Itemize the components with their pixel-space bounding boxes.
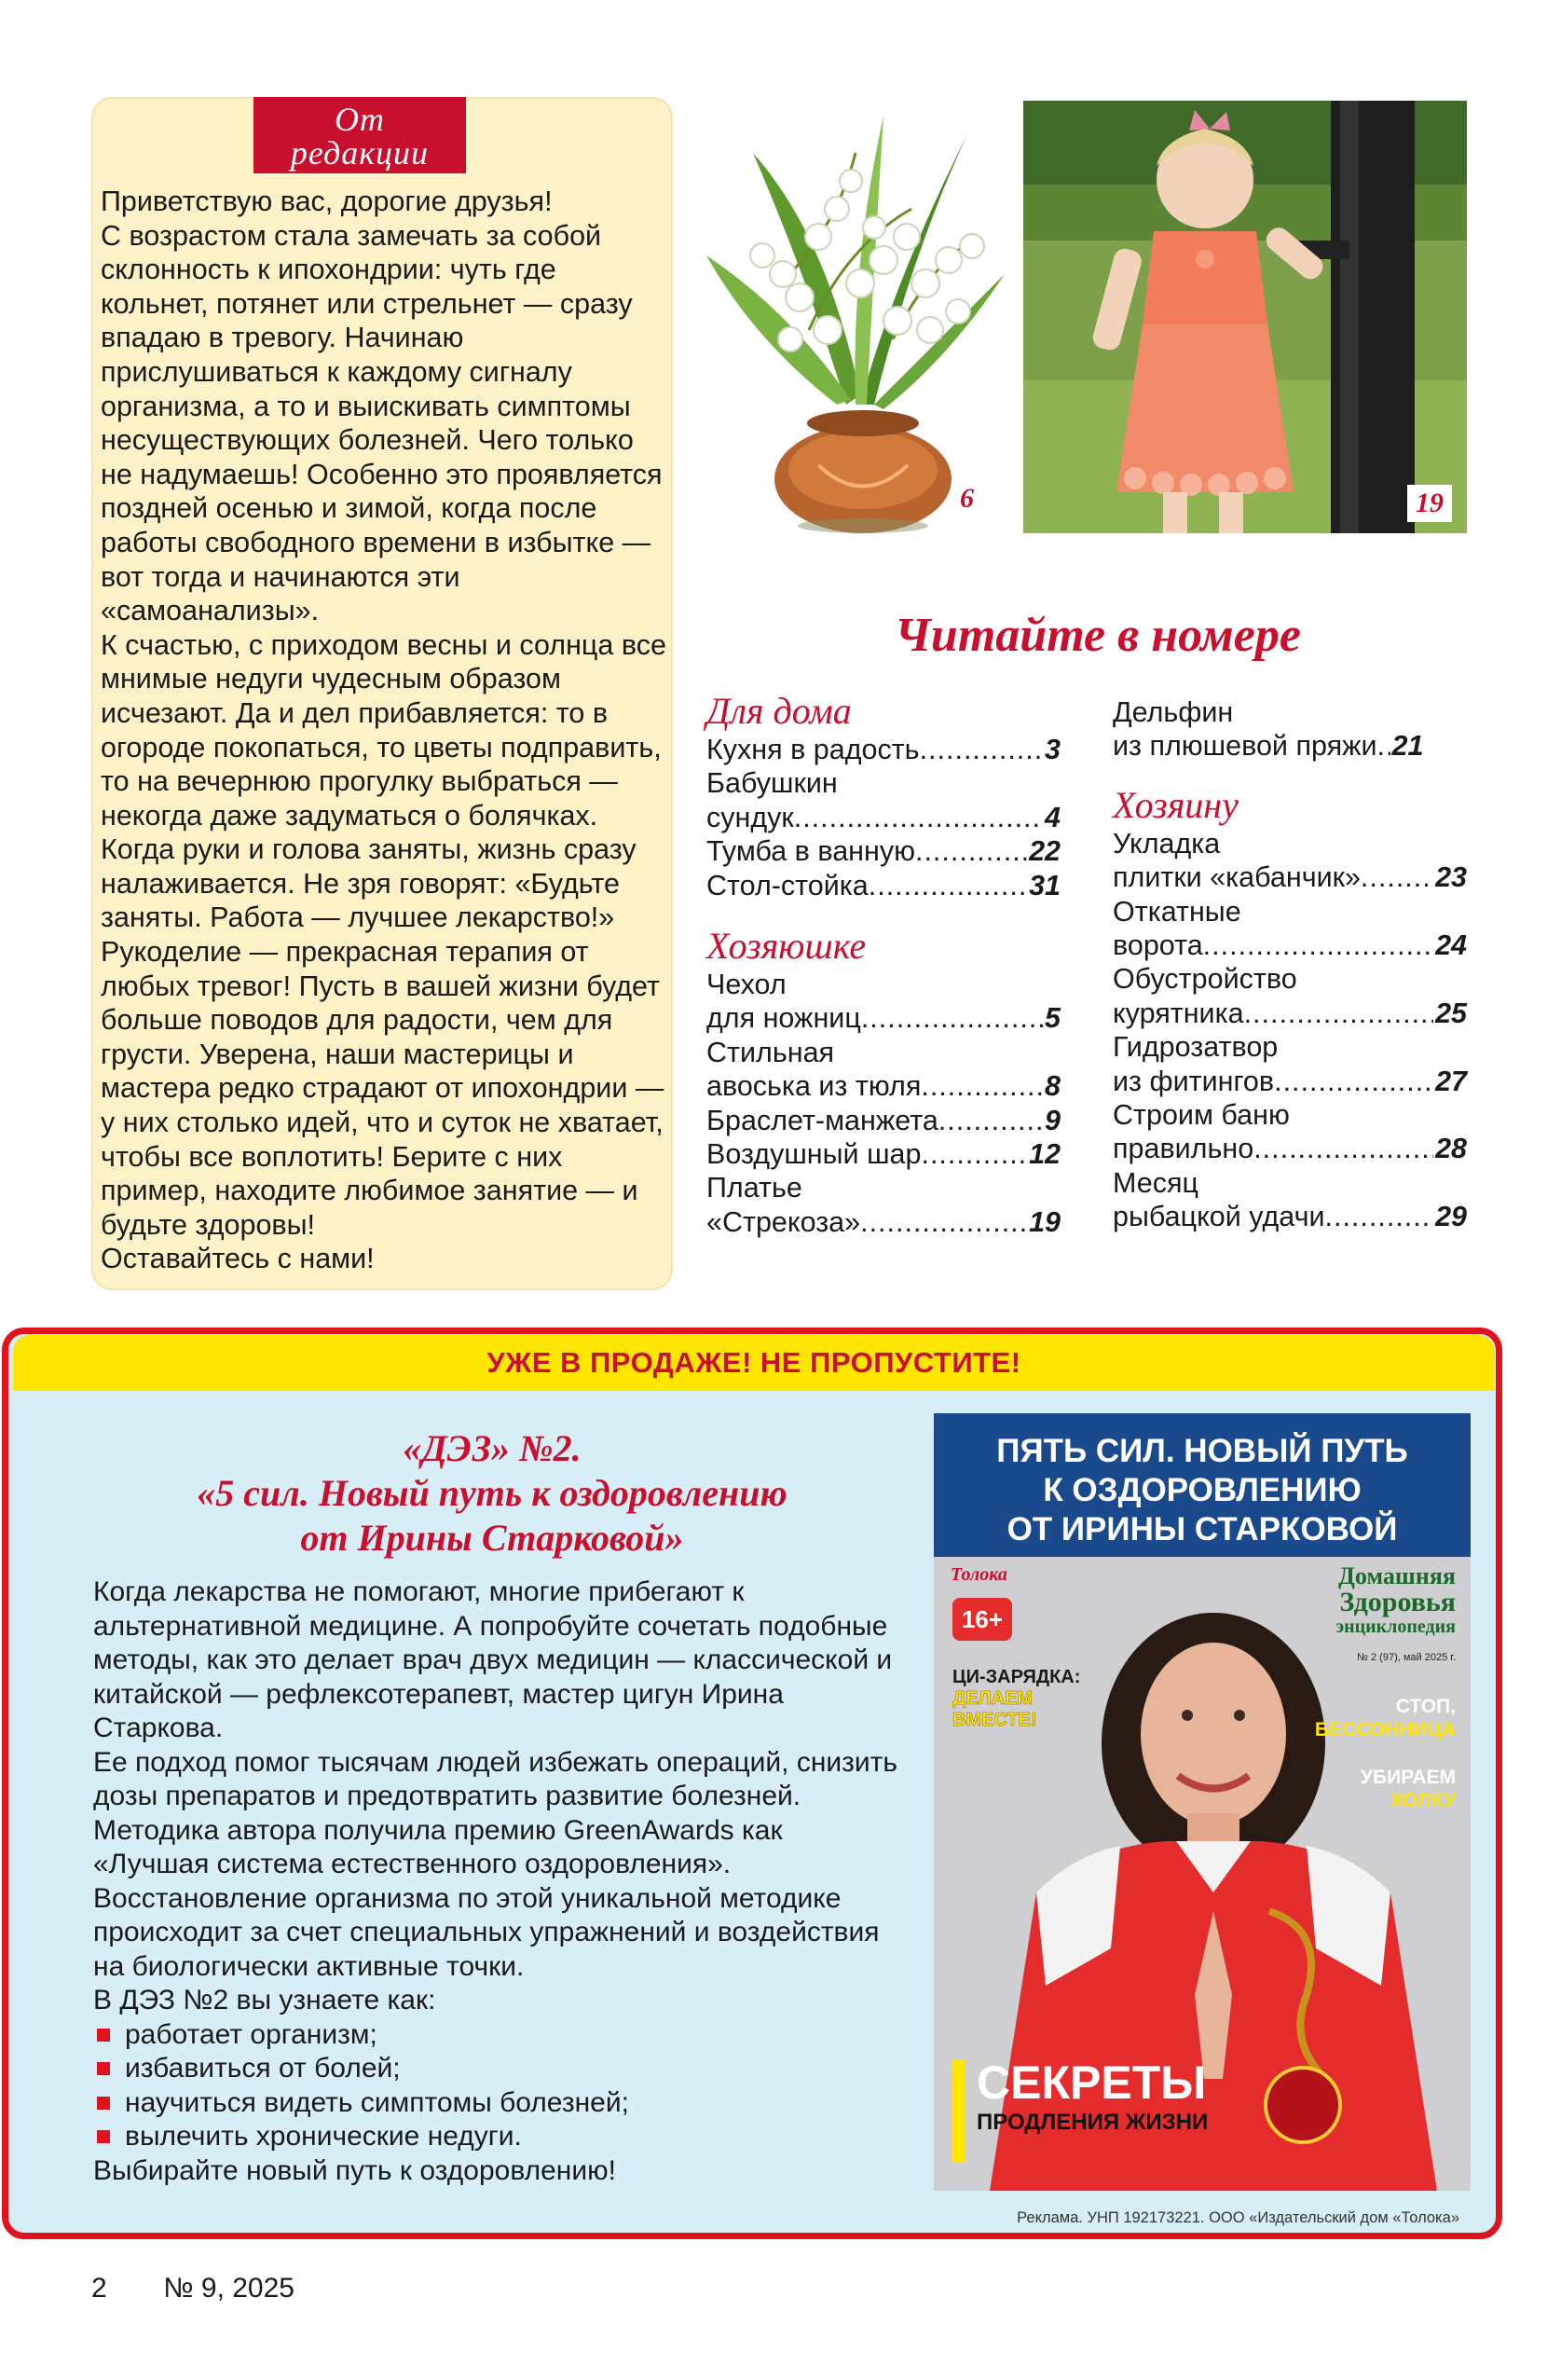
contents-item-line: Бабушкин bbox=[706, 767, 838, 800]
contents-column-2 bbox=[1113, 695, 1467, 1234]
page-number: 2 bbox=[91, 2273, 107, 2304]
contents-item[interactable] bbox=[706, 1137, 1061, 1171]
editorial-badge bbox=[253, 97, 466, 173]
cover-teaser-bottom-small: ПРОДЛЕНИЯ ЖИЗНИ bbox=[977, 2110, 1209, 2135]
contents-item-page: 31 bbox=[1029, 869, 1061, 901]
contents-item-page: 19 bbox=[1029, 1205, 1061, 1238]
contents-item-title: Кухня в радость bbox=[706, 734, 920, 765]
contents-item[interactable] bbox=[706, 869, 1061, 902]
editorial-paragraph: К счастью, с приходом весны и солнца все мнимые недуги чудесным образом исчезают. Да и дел прибавляется: то в огороде покопаться, то цветы подправить, то на вечернюю прогулку выбраться — некогда даже задуматься о болячках. Когда руки и голова заняты, жизнь сразу налаживается. Не зря говорят: «Будьте заняты. Работа — лучшее лекарство!» Рукоделие — прекрасная терапия от любых тревог! Пусть в вашей жизни будет больше поводов для радости, чем для грусти. Уверена, наши мастерицы и мастера редко страдают от ипохондрии — у них столько идей, что и суток не хватает, чтобы все воплотить! Берите с них пример, находите любимое занятие — и будьте здоровы! bbox=[101, 628, 666, 1241]
contents-item[interactable] bbox=[706, 733, 1061, 766]
cover-headline-line: ОТ ИРИНЫ СТАРКОВОЙ bbox=[1006, 1511, 1398, 1548]
contents-item[interactable] bbox=[706, 1001, 1061, 1035]
contents-item-title: Стол-стойка bbox=[706, 869, 869, 901]
contents-item-title: курятника bbox=[1113, 997, 1244, 1029]
contents-item-page: 29 bbox=[1435, 1201, 1467, 1233]
contents-item-title: рыбацкой удачи bbox=[1113, 1201, 1325, 1233]
cover-teaser-right-2a: УБИРАЕМ bbox=[1360, 1767, 1456, 1788]
section-heading: Хозяину bbox=[1113, 783, 1239, 826]
girl-page-tag bbox=[1407, 485, 1452, 522]
cover-teaser-bottom-big: СЕКРЕТЫ bbox=[977, 2057, 1207, 2109]
ad-footnote: Реклама. УНП 192173221. ООО «Издательский дом «Толока» bbox=[1017, 2209, 1459, 2226]
ad-banner: УЖЕ В ПРОДАЖЕ! НЕ ПРОПУСТИТЕ! bbox=[13, 1335, 1495, 1391]
girl-page-number: 19 bbox=[1416, 488, 1444, 518]
contents-item[interactable] bbox=[1113, 729, 1467, 763]
editorial-paragraph: С возрастом стала замечать за собой склонность к ипохондрии: чуть где кольнет, потянет или стрельнет — сразу впадаю в тревогу. Начинаю прислушиваться к каждому сигналу организма, а то и выискивать симптомы несуществующих болезней. Чего только не надумаешь! Особенно это проявляется поздней осенью и зимой, когда после работы свободного времени в избытке — вот тогда и начинаются эти «самоанализы». bbox=[101, 219, 663, 627]
contents-column-1 bbox=[706, 690, 1061, 1239]
contents-item-title: Тумба в ванную bbox=[706, 835, 915, 868]
contents-item-line: Стильная bbox=[706, 1036, 835, 1068]
editorial-paragraph: Приветствую вас, дорогие друзья! bbox=[101, 186, 553, 217]
contents-item[interactable] bbox=[706, 834, 1061, 868]
ad-bullet: научиться видеть симптомы болезней; bbox=[93, 2086, 904, 2121]
cover-teaser-right-2b: ХОЛКУ bbox=[1390, 1790, 1456, 1811]
section-heading: Для дома bbox=[706, 690, 852, 732]
ad-title bbox=[91, 1426, 893, 1561]
cover-age-badge: 16+ bbox=[952, 1598, 1012, 1641]
contents-item-page: 22 bbox=[1029, 835, 1061, 868]
contents-item-title: правильно bbox=[1113, 1133, 1254, 1165]
contents-item-page: 9 bbox=[1045, 1104, 1061, 1136]
editorial-text bbox=[101, 185, 669, 1276]
ad-text bbox=[93, 1575, 904, 2188]
ad-title-line: «5 сил. Новый путь к оздоровлению bbox=[197, 1472, 787, 1514]
contents-item[interactable] bbox=[1113, 1065, 1467, 1098]
magazine-cover bbox=[934, 1413, 1471, 2191]
cover-teaser-left bbox=[952, 1667, 1080, 1731]
contents-item-line: Укладка bbox=[1113, 827, 1221, 860]
contents-item-line: Строим баню bbox=[1113, 1099, 1290, 1132]
editorial-badge-line2: редакции bbox=[290, 134, 430, 172]
contents-item-title: плитки «кабанчик» bbox=[1113, 861, 1361, 894]
contents-item-page: 5 bbox=[1045, 1002, 1061, 1035]
contents-item-line: Обустройство bbox=[1113, 963, 1297, 996]
cover-teaser-bottom bbox=[977, 2057, 1208, 2137]
ad-paragraph: В ДЭЗ №2 вы узнаете как: bbox=[93, 1985, 436, 2015]
girl-dress-photo bbox=[1023, 101, 1467, 533]
contents-item[interactable] bbox=[1113, 1132, 1467, 1165]
contents-item-page: 21 bbox=[1391, 730, 1424, 763]
lily-bouquet-image bbox=[697, 97, 1014, 535]
lily-bouquet-drawing bbox=[697, 97, 1014, 535]
ad-title-line: от Ирины Старковой» bbox=[300, 1517, 684, 1559]
issue-number: № 9, 2025 bbox=[163, 2273, 294, 2304]
cover-publisher-logo: Толока bbox=[951, 1564, 1007, 1585]
editorial-badge-line1: От bbox=[335, 101, 385, 138]
contents-item-line: Месяц bbox=[1113, 1166, 1198, 1199]
editorial-paragraph: Оставайтесь с нами! bbox=[101, 1243, 375, 1275]
cover-masthead-line3: энциклопедия bbox=[1335, 1616, 1456, 1637]
contents-item-title: Браслет-манжета bbox=[706, 1104, 938, 1136]
contents-item-line: Откатные bbox=[1113, 895, 1241, 928]
page-footer bbox=[91, 2273, 294, 2304]
contents-item-title: ворота bbox=[1113, 929, 1203, 962]
contents-item-line: Дельфин bbox=[1113, 696, 1234, 728]
contents-item-line: Чехол bbox=[706, 969, 787, 1001]
ad-closing: Выбирайте новый путь к оздоровлению! bbox=[93, 2154, 616, 2186]
cover-teaser-right-1b: БЕССОННИЦА bbox=[1314, 1719, 1456, 1740]
cover-accent-bar bbox=[952, 2060, 965, 2163]
girl-dress-drawing bbox=[1023, 101, 1467, 533]
contents-item-page: 23 bbox=[1435, 861, 1467, 894]
ad-paragraph: Ее подход помог тысячам людей избежать операций, снизить дозы препаратов и предотвратить развитие болезней. Методика автора получила премию GreenAwards как «Лучшая система естественного оздоровления». Восстановление организма по этой уникальной методике происходит за счет специальных упражнений и воздействия на биологически активные точки. bbox=[93, 1746, 898, 1982]
cover-masthead-line2: Здоровья bbox=[1339, 1587, 1456, 1617]
cover-headline bbox=[934, 1413, 1471, 1557]
cover-masthead-line1: Домашняя bbox=[1338, 1562, 1456, 1589]
contents-item-page: 25 bbox=[1435, 997, 1467, 1029]
contents-item-title: из плюшевой пряжи bbox=[1113, 730, 1377, 763]
ad-bullet: вылечить хронические недуги. bbox=[93, 2120, 904, 2154]
contents-item-title: для ножниц bbox=[706, 1002, 861, 1035]
ad-paragraph: Когда лекарства не помогают, многие прибегают к альтернативной медицине. А попробуйте сочетать подобные методы, как это делает врач двух медицин — классической и китайской — рефлексотерапевт, мастер цигун Ирина Старкова. bbox=[93, 1576, 893, 1743]
contents-item[interactable] bbox=[706, 801, 1061, 834]
cover-issue-info: № 2 (97), май 2025 г. bbox=[1357, 1652, 1456, 1663]
ad-bullet: работает организм; bbox=[93, 2018, 904, 2053]
contents-title: Читайте в номере bbox=[895, 609, 1301, 662]
contents-item-title: авоська из тюля bbox=[706, 1070, 922, 1103]
contents-item-page: 12 bbox=[1029, 1138, 1061, 1171]
contents-item[interactable] bbox=[1113, 929, 1467, 962]
cover-teaser-left-head: ЦИ-ЗАРЯДКА: bbox=[952, 1667, 1081, 1687]
contents-item[interactable] bbox=[706, 1205, 1061, 1239]
flower-page-number: 6 bbox=[960, 483, 974, 514]
ad-bullet-list bbox=[93, 2018, 904, 2154]
contents-item-line: Платье bbox=[706, 1172, 802, 1204]
cover-dragon-emblem bbox=[1264, 2066, 1342, 2144]
contents-item-page: 28 bbox=[1435, 1133, 1467, 1165]
cover-headline-line: К ОЗДОРОВЛЕНИЮ bbox=[1043, 1472, 1362, 1508]
ad-title-line: «ДЭЗ» №2. bbox=[403, 1427, 582, 1469]
contents-item-page: 3 bbox=[1045, 734, 1061, 765]
contents-item[interactable] bbox=[706, 1069, 1061, 1103]
cover-teaser-left-sub2: ВМЕСТЕ! bbox=[952, 1710, 1037, 1730]
contents-item[interactable] bbox=[1113, 997, 1467, 1030]
cover-masthead bbox=[1204, 1564, 1456, 1637]
cover-teaser-left-sub1: ДЕЛАЕМ bbox=[952, 1688, 1034, 1709]
cover-teaser-right-2 bbox=[1288, 1766, 1456, 1812]
contents-item-page: 27 bbox=[1435, 1065, 1467, 1097]
contents-item[interactable] bbox=[1113, 1200, 1467, 1233]
cover-headline-line: ПЯТЬ СИЛ. НОВЫЙ ПУТЬ bbox=[996, 1433, 1408, 1469]
contents-item-title: Воздушный шар bbox=[706, 1138, 922, 1171]
contents-item-page: 4 bbox=[1045, 801, 1061, 833]
contents-item-title: из фитингов bbox=[1113, 1065, 1275, 1097]
section-heading: Хозяюшке bbox=[706, 925, 867, 968]
contents-item[interactable] bbox=[706, 1104, 1061, 1137]
contents-item-title: сундук bbox=[706, 801, 794, 833]
cover-teaser-right-1a: СТОП, bbox=[1395, 1696, 1456, 1717]
contents-item-title: «Стрекоза» bbox=[706, 1205, 861, 1238]
ad-bullet: избавиться от болей; bbox=[93, 2052, 904, 2086]
cover-teaser-right-1 bbox=[1288, 1695, 1456, 1741]
contents-item-line: Гидрозатвор bbox=[1113, 1031, 1279, 1064]
contents-item[interactable] bbox=[1113, 860, 1467, 894]
contents-item-page: 8 bbox=[1045, 1070, 1061, 1103]
contents-item-page: 24 bbox=[1435, 929, 1467, 962]
